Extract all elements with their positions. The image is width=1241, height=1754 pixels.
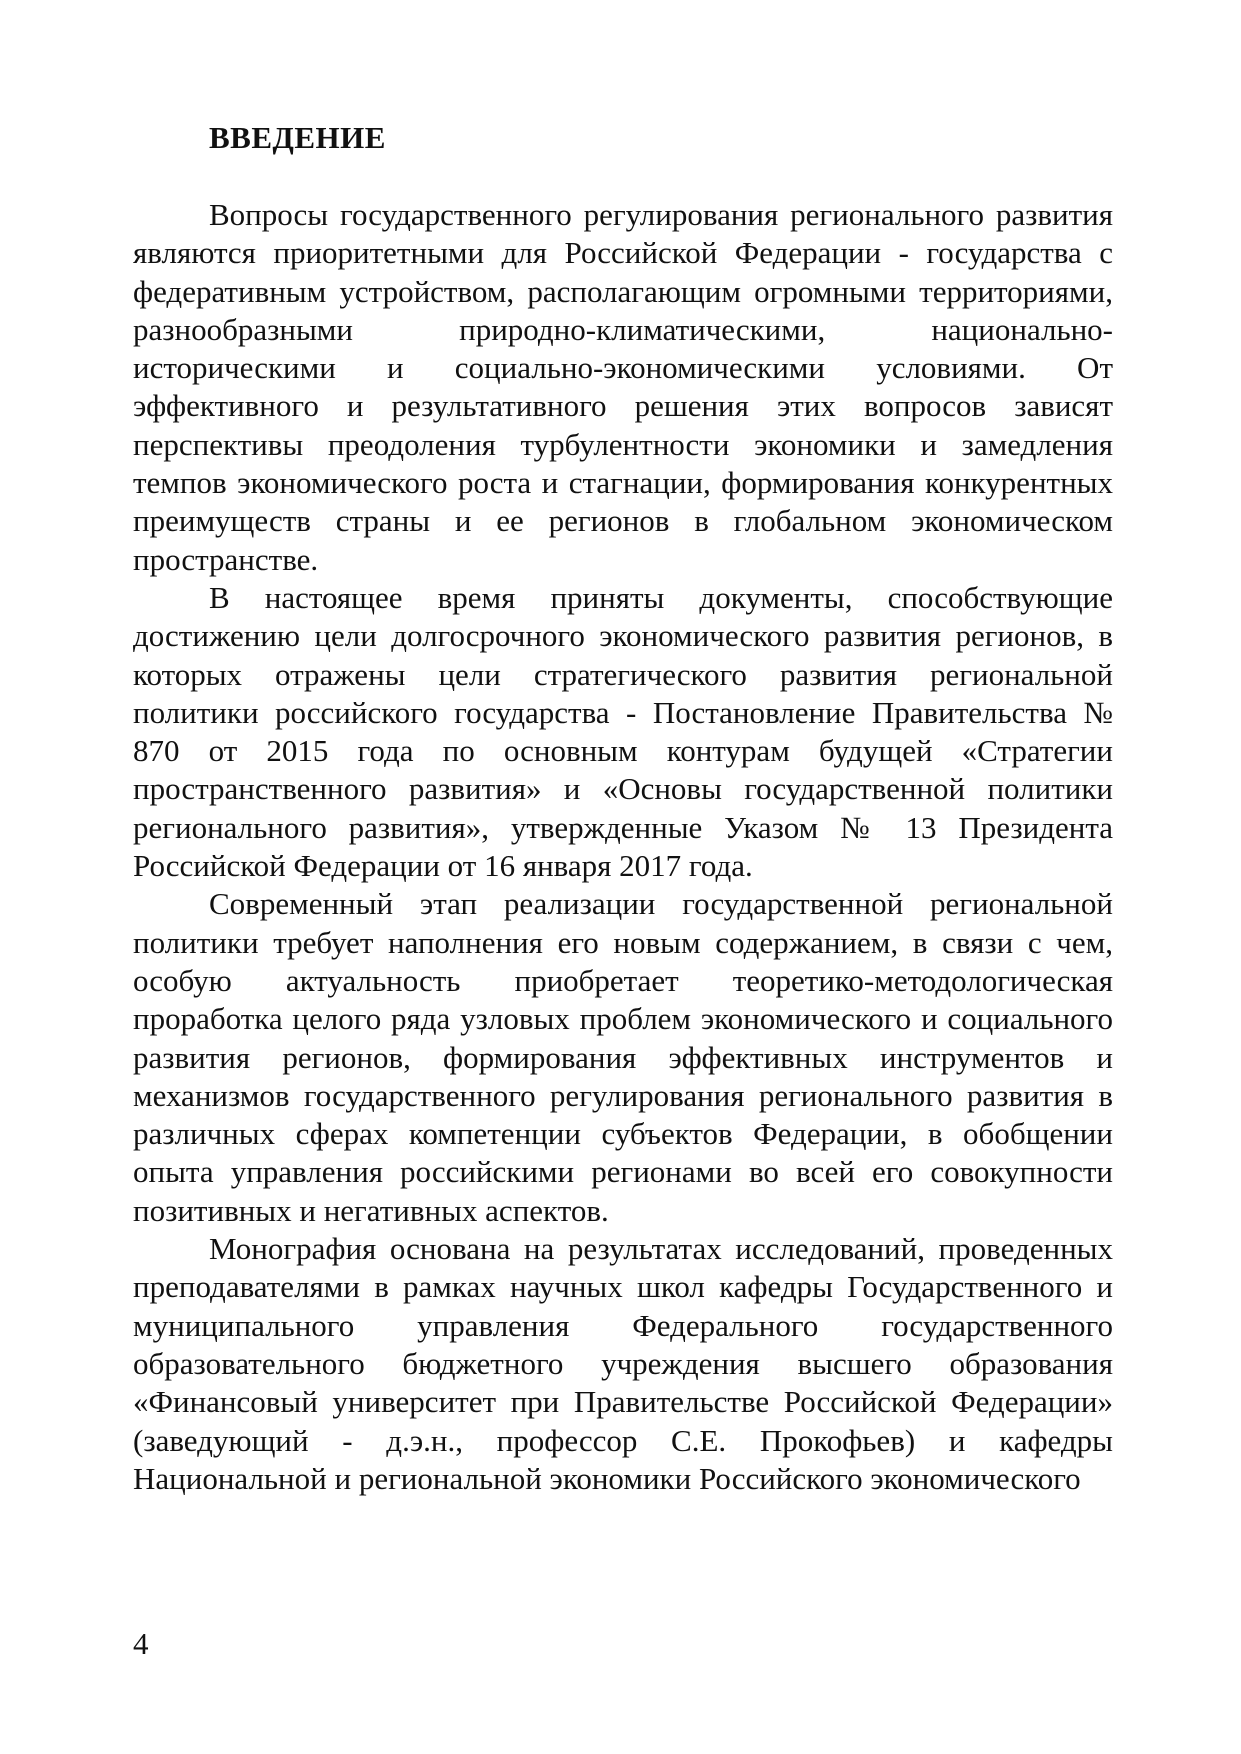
paragraph-2: В настоящее время приняты документы, способствующие достижению цели долгосрочного экономического развития регионов, в которых отражены цели стратегического развития региональной политики российского государства - Постановление Правительства № 870 от 2015 года по основным контурам будущей «Стратегии пространственного развития» и «Основы государственной политики регионального развития», утвержденные Указом № 13 Президента Российской Федерации от 16 января 2017 года. [133, 579, 1113, 884]
paragraph-3: Современный этап реализации государственной региональной политики требует наполнения его новым содержанием, в связи с чем, особую актуальность приобретает теоретико-методологическая проработка целого ряда узловых проблем экономического и социального развития регионов, формирования эффективных инструментов и механизмов государственного регулирования регионального развития в различных сферах компетенции субъектов Федерации, в обобщении опыта управления российскими регионами во всей его совокупности позитивных и негативных аспектов. [133, 886, 1113, 1228]
body-text [133, 196, 1113, 1498]
paragraph-4: Монография основана на результатах исследований, проведенных преподавателями в рамках научных школ кафедры Государственного и муниципального управления Федерального государственного образовательного бюджетного учреждения высшего образования «Финансовый университет при Правительстве Российской Федерации» (заведующий - д.э.н., профессор С.Е. Прокофьев) и кафедры Национальной и региональной экономики Российского экономического [133, 1231, 1113, 1496]
paragraph-1: Вопросы государственного регулирования регионального развития являются приоритетными для Российской Федерации - государства с федеративным устройством, располагающим огромными территориями, разнообразными природно-климатическими, национально-историческими и социально-экономическими условиями. От эффективного и результативного решения этих вопросов зависят перспективы преодоления турбулентности экономики и замедления темпов экономического роста и стагнации, формирования конкурентных преимуществ страны и ее регионов в глобальном экономическом пространстве. [133, 197, 1113, 577]
page-number: 4 [133, 1626, 149, 1661]
section-heading: ВВЕДЕНИЕ [209, 120, 386, 155]
